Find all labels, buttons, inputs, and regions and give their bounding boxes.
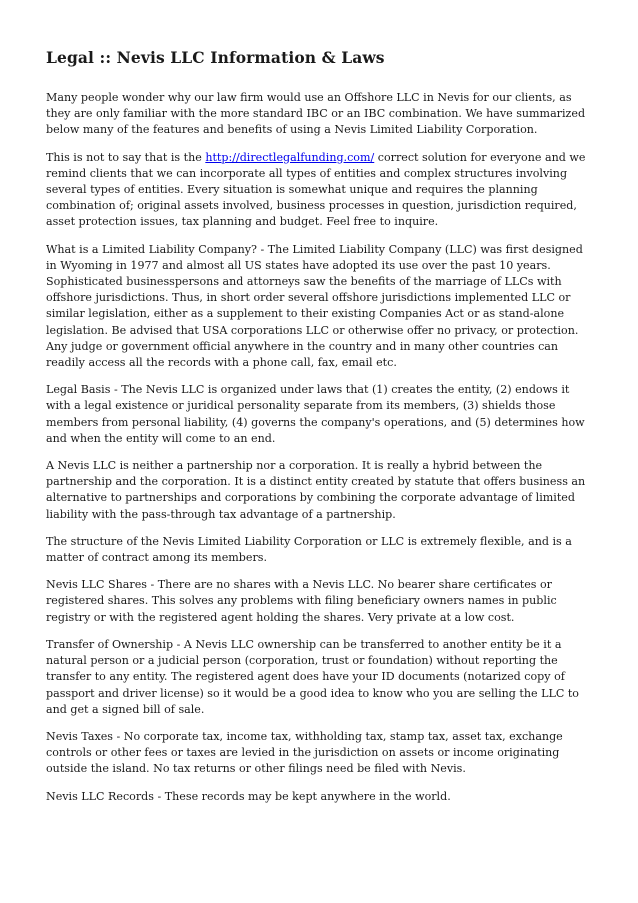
paragraph-llc-records: Nevis LLC Records - These records may be kept anywhere in the world.	[46, 789, 451, 803]
paragraph-transfer-ownership: Transfer of Ownership - A Nevis LLC ownership can be transferred to another entity be it a natural person or a judicial person (corporation, trust or foundation) without reporting the transfer to any entity. The registered agent does have your ID documents (notarized copy of passport and driver license) so it would be a good idea to know who you are selling the LLC to and get a signed bill of sale.	[46, 637, 579, 716]
paragraph-nevis-taxes: Nevis Taxes - No corporate tax, income tax, withholding tax, stamp tax, asset tax, exchange controls or other fees or taxes are levied in the jurisdiction on assets or income originating outside the island. No tax returns or other filings need be filed with Nevis.	[46, 729, 563, 776]
paragraph-text-before-link: This is not to say that is the	[46, 150, 206, 164]
page-title: Legal :: Nevis LLC Information & Laws	[46, 48, 385, 67]
paragraph-what-is-llc: What is a Limited Liability Company? - The Limited Liability Company (LLC) was first designed in Wyoming in 1977 and almost all US states have adopted its use over the past 10 years. Sophisticated businesspersons and attorneys saw the benefits of the marriage of LLCs with offshore jurisdictions. Thus, in short order several offshore jurisdictions implemented LLC or similar legislation, either as a supplement to their existing Companies Act or as stand-alone legislation. Be advised that USA corporations LLC or otherwise offer no privacy, or protection. Any judge or government official anywhere in the country and in many other countries can readily access all the records with a phone call, fax, email etc.	[46, 242, 583, 370]
paragraph-structure: The structure of the Nevis Limited Liability Corporation or LLC is extremely flexible, and is a matter of contract among its members.	[46, 534, 572, 565]
paragraph-intro: Many people wonder why our law firm would use an Offshore LLC in Nevis for our clients, as they are only familiar with the more standard IBC or an IBC combination. We have summarized below many of the features and benefits of using a Nevis Limited Liability Corporation.	[46, 91, 586, 137]
paragraph-legal-basis: Legal Basis - The Nevis LLC is organized under laws that (1) creates the entity, (2) endows it with a legal existence or juridical personality separate from its members, (3) shields those members from personal liability, (4) governs the company's operations, and (5) determines how and when the entity will come to an end.	[46, 383, 585, 445]
directlegalfunding-link[interactable]: http://directlegalfunding.com/	[205, 150, 375, 164]
paragraph-hybrid-entity: A Nevis LLC is neither a partnership nor a corporation. It is really a hybrid between the partnership and the corporation. It is a distinct entity created by statute that offers business an alternative to partnerships and corporations by combining the corporate advantage of limited liability with the pass-through tax advantage of a partnership.	[46, 459, 586, 521]
paragraph-llc-shares: Nevis LLC Shares - There are no shares with a Nevis LLC. No bearer share certificates or registered shares. This solves any problems with filing beneficiary owners names in public registry or with the registered agent holding the shares. Very private at a low cost.	[46, 578, 557, 624]
paragraph-text-after-link: correct solution for everyone and we remind clients that we can incorporate all types of entities and complex structures involving several types of entities. Every situation is somewhat unique and requires the planning combination of; original assets involved, business processes in question, jurisdiction required, asset protection issues, tax planning and budget. Feel free to inquire.	[46, 150, 586, 229]
paragraph-solution	[46, 150, 594, 231]
